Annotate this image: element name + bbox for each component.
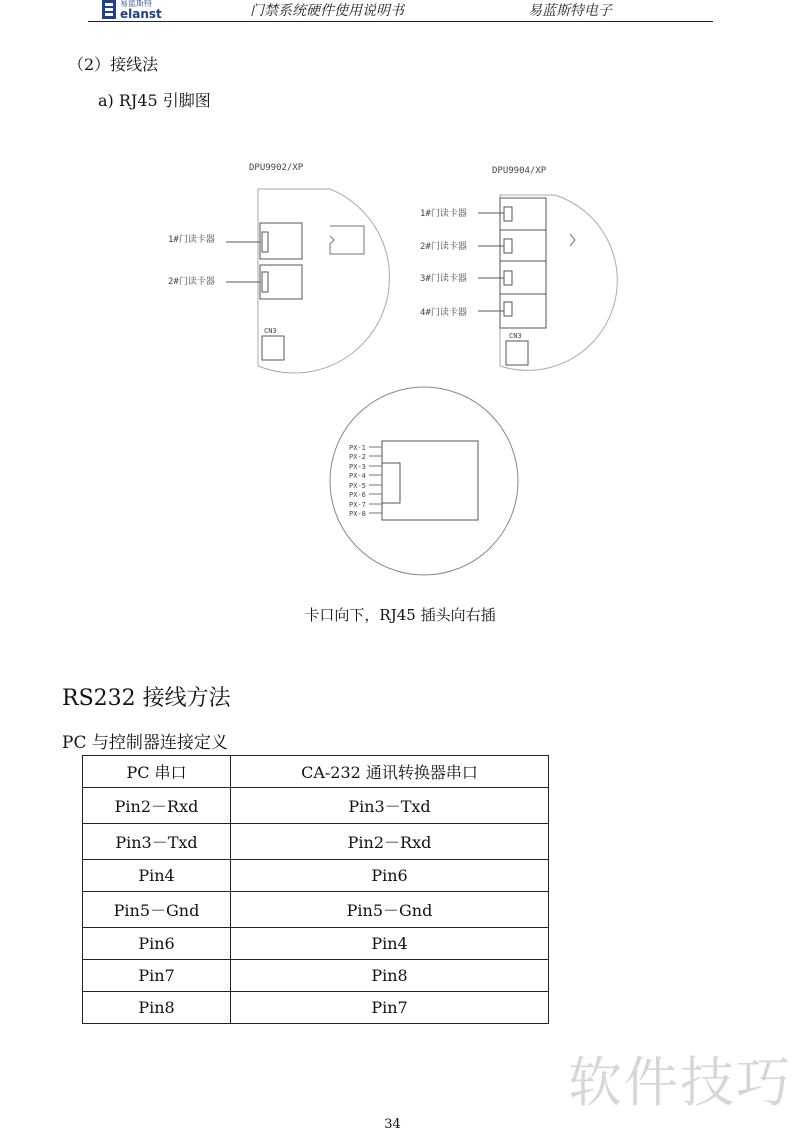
pc-pin-cell: Pin4 [83, 860, 231, 892]
right-reader-1-label: 1#门读卡器 [420, 209, 467, 219]
pin-8-label: PX-8 [349, 510, 366, 518]
pc-pin-cell: Pin3－Txd [83, 824, 231, 860]
pc-pin-cell: Pin5－Gnd [83, 892, 231, 928]
pin-3-label: PX-3 [349, 463, 366, 471]
right-reader-3-label: 3#门读卡器 [420, 274, 467, 284]
table-row [83, 860, 549, 892]
table-row [83, 928, 549, 960]
section-title: （2）接线法 [68, 55, 159, 74]
logo-en-text: elanst [120, 7, 162, 20]
pin-1-label: PX-1 [349, 444, 366, 452]
table-row [83, 892, 549, 928]
pc-pin-cell: Pin6 [83, 928, 231, 960]
table-row [83, 960, 549, 992]
rj45-detail [330, 387, 518, 575]
company-name: 易蓝斯特电子 [528, 3, 612, 19]
converter-pin-cell: Pin6 [231, 860, 549, 892]
right-reader-2-label: 2#门读卡器 [420, 242, 467, 252]
left-reader-1-label: 1#门读卡器 [168, 235, 215, 245]
pin-7-label: PX-7 [349, 501, 366, 509]
header-converter-port: CA-232 通讯转换器串口 [231, 756, 549, 788]
header-pc-port: PC 串口 [83, 756, 231, 788]
left-cn3-label: CN3 [264, 327, 277, 335]
page-number: 34 [384, 1117, 401, 1132]
pin-leads [369, 447, 382, 513]
left-model-label: DPU9902/XP [249, 163, 304, 173]
converter-pin-cell: Pin3－Txd [231, 788, 549, 824]
pin-4-label: PX-4 [349, 472, 366, 480]
dpu9904-diagram [420, 166, 617, 370]
right-cn3-label: CN3 [509, 332, 522, 340]
subsection-title: a) RJ45 引脚图 [98, 91, 211, 110]
converter-pin-cell: Pin8 [231, 960, 549, 992]
pin-5-label: PX-5 [349, 482, 366, 490]
logo-cn-text: 易蓝斯特 [120, 0, 152, 8]
watermark-text: 软件技巧 [568, 1051, 792, 1114]
left-reader-2-label: 2#门读卡器 [168, 277, 215, 287]
table-header-row [83, 756, 549, 788]
pc-pin-cell: Pin2－Rxd [83, 788, 231, 824]
table-row [83, 824, 549, 860]
converter-pin-cell: Pin5－Gnd [231, 892, 549, 928]
right-model-label: DPU9904/XP [492, 166, 547, 176]
rs232-section-title: RS232 接线方法 [62, 686, 231, 711]
table-row [83, 788, 549, 824]
converter-pin-cell: Pin2－Rxd [231, 824, 549, 860]
right-reader-4-label: 4#门读卡器 [420, 308, 467, 318]
table-row [83, 992, 549, 1024]
dpu9902-diagram [168, 163, 390, 373]
converter-pin-cell: Pin4 [231, 928, 549, 960]
pc-pin-cell: Pin8 [83, 992, 231, 1024]
rs232-table-title: PC 与控制器连接定义 [62, 733, 228, 753]
rs232-pin-table [82, 755, 549, 1024]
pc-pin-cell: Pin7 [83, 960, 231, 992]
document-title: 门禁系统硬件使用说明书 [250, 3, 404, 19]
pin-2-label: PX-2 [349, 453, 366, 461]
pin-6-label: PX-6 [349, 491, 366, 499]
diagram-caption: 卡口向下，RJ45 插头向右插 [304, 606, 496, 624]
converter-pin-cell: Pin7 [231, 992, 549, 1024]
